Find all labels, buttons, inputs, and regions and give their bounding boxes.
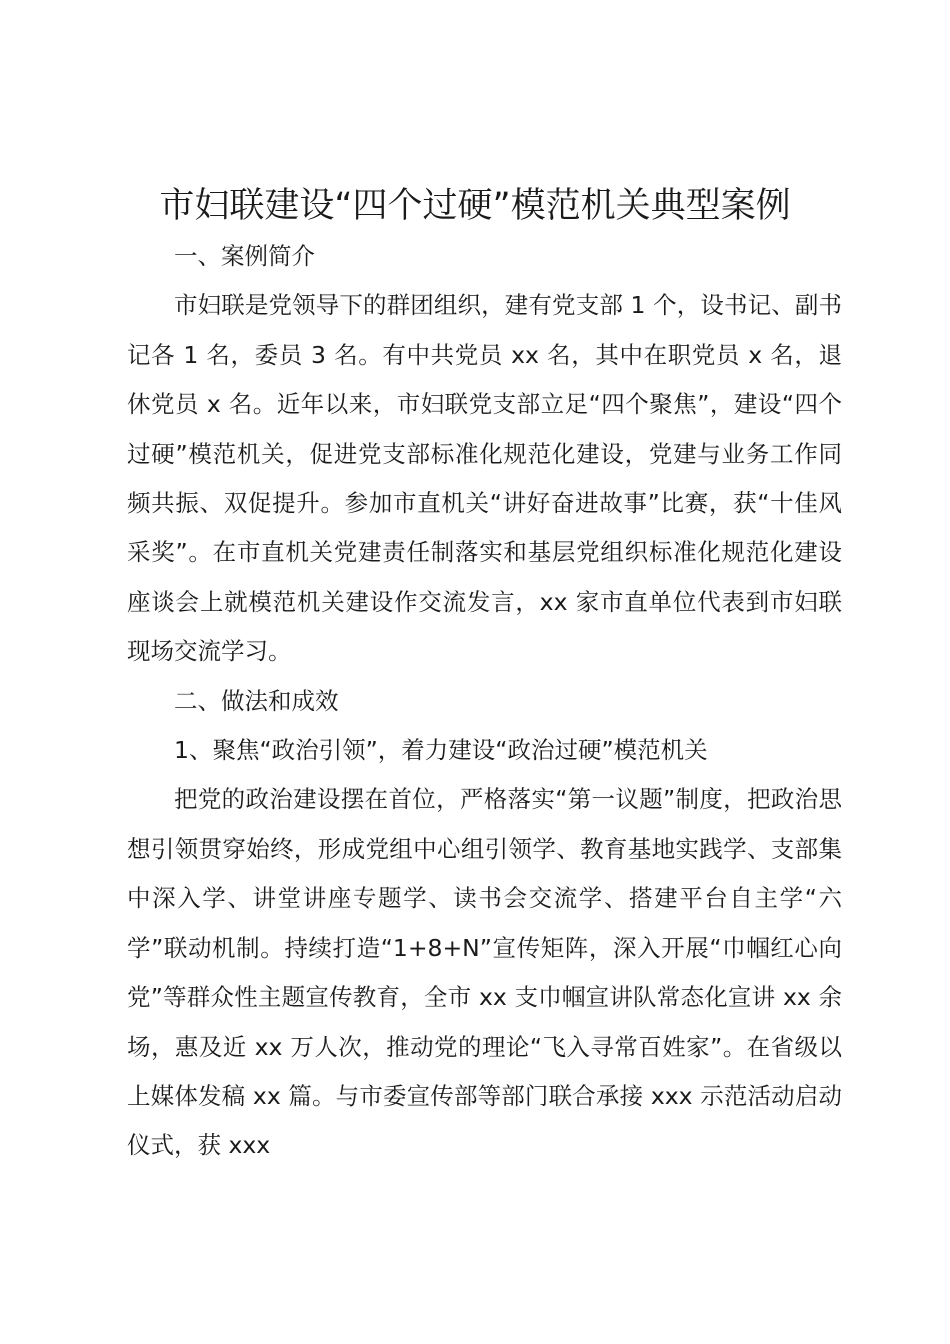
section-heading-methods-results: 二、做法和成效 — [174, 686, 339, 715]
section-heading-introduction: 一、案例简介 — [174, 242, 315, 270]
document-title: 市妇联建设“四个过硬”模范机关典型案例 — [159, 186, 791, 226]
political-leadership-paragraph: 把党的政治建设摆在首位，严格落实“第一议题”制度，把政治思想引领贯穿始终，形成党组中心组引领学、教育基地实践学、支部集中深入学、讲堂讲座专题学、读书会交流学、搭建平台自主学“六学”联动机制。持续打造“1+8+N”宣传矩阵，深入开展“巾帼红心向党”等群众性主题宣传教育，全市 xx 支巾帼宣讲队常态化宣讲 xx 余场，惠及近 xx 万人次，推动党的理论“飞入寻常百姓家”。在省级以上媒体发稿 xx 篇。与市委宣传部等部门联合承接 xxx 示范活动启动仪式，获 xxx — [127, 785, 842, 1160]
document-body — [127, 232, 842, 1171]
introduction-paragraph: 市妇联是党领导下的群团组织，建有党支部 1 个，设书记、副书记各 1 名，委员 3 名。有中共党员 xx 名，其中在职党员 x 名，退休党员 x 名。近年以来，市妇联党支部立足“四个聚焦”，建设“四个过硬”模范机关，促进党支部标准化规范化建设，党建与业务工作同频共振、双促提升。参加市直机关“讲好奋进故事”比赛，获“十佳风采奖”。在市直机关党建责任制落实和基层党组织标准化规范化建设座谈会上就模范机关建设作交流发言，xx 家市直单位代表到市妇联现场交流学习。 — [127, 291, 842, 666]
subsection-heading-political-leadership: 1、聚焦“政治引领”，着力建设“政治过硬”模范机关 — [174, 736, 708, 765]
